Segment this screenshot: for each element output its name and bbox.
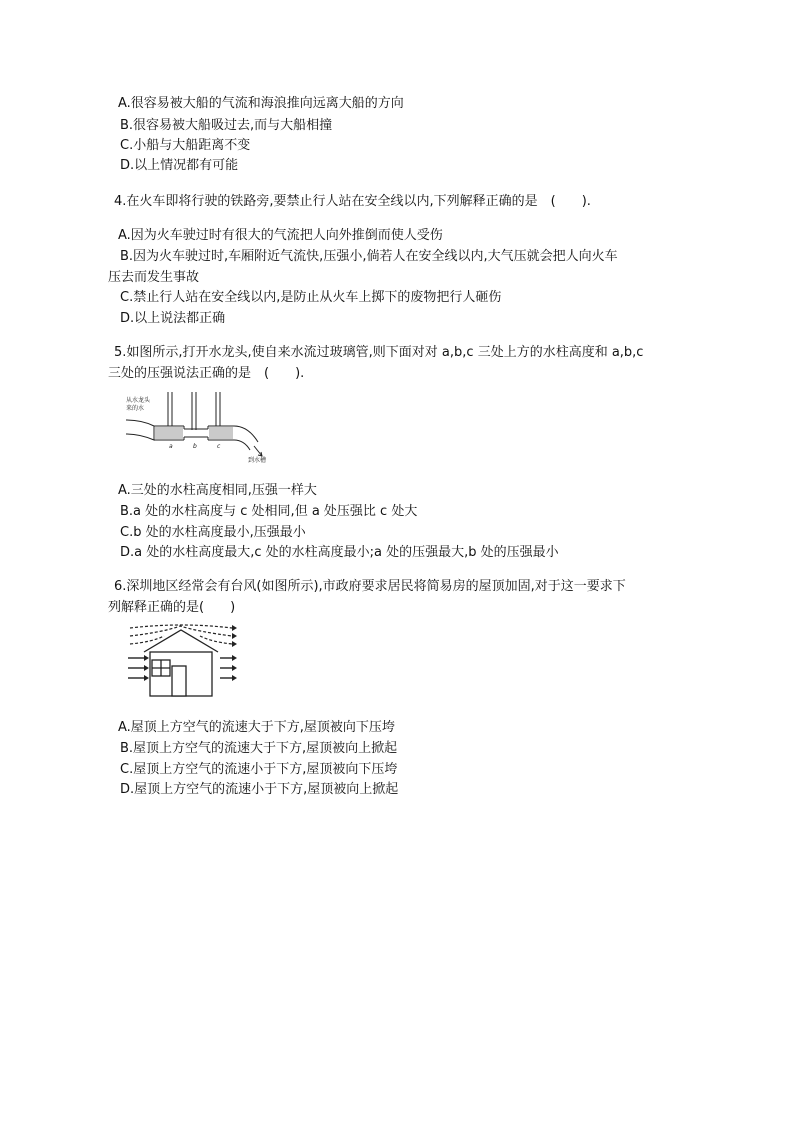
- label-a: a: [169, 443, 173, 450]
- q6-option-d: D.屋顶上方空气的流速小于下方,屋顶被向上掀起: [120, 782, 399, 797]
- label-source-2: 来的水: [126, 405, 145, 412]
- q4-option-c: C.禁止行人站在安全线以内,是防止从火车上掷下的废物把行人砸伤: [120, 290, 502, 305]
- label-source-1: 从水龙头: [126, 397, 151, 404]
- typhoon-house-figure: [124, 620, 240, 700]
- q6-option-c: C.屋顶上方空气的流速小于下方,屋顶被向下压垮: [120, 762, 398, 777]
- q3-option-c: C.小船与大船距离不变: [120, 138, 251, 153]
- q4-option-a: A.因为火车驶过时有很大的气流把人向外推倒而使人受伤: [118, 228, 443, 243]
- q5-stem-line2: 三处的压强说法正确的是 ( ).: [108, 366, 305, 381]
- wind-arrowheads-upper: [232, 625, 237, 647]
- vertical-tubes: [168, 392, 220, 430]
- q5-option-d: D.a 处的水柱高度最大,c 处的水柱高度最小;a 处的压强最大,b 处的压强最小: [120, 545, 559, 560]
- q3-option-a: A.很容易被大船的气流和海浪推向远离大船的方向: [118, 96, 404, 111]
- glass-tube-figure: [124, 390, 272, 464]
- q6-stem-line2: 列解释正确的是( ): [108, 600, 236, 615]
- q5-option-b: B.a 处的水柱高度与 c 处相同,但 a 处压强比 c 处大: [120, 504, 418, 519]
- q6-option-a: A.屋顶上方空气的流速大于下方,屋顶被向下压垮: [118, 720, 395, 735]
- q4-option-b-cont: 压去而发生事故: [108, 270, 200, 285]
- q3-option-b: B.很容易被大船吸过去,而与大船相撞: [120, 118, 333, 133]
- label-c: c: [217, 443, 221, 450]
- q4-stem: 4.在火车即将行驶的铁路旁,要禁止行人站在安全线以内,下列解释正确的是 ( ).: [114, 194, 591, 209]
- q4-option-d: D.以上说法都正确: [120, 311, 226, 326]
- q5-option-a: A.三处的水柱高度相同,压强一样大: [118, 483, 317, 498]
- q4-option-b: B.因为火车驶过时,车厢附近气流快,压强小,倘若人在安全线以内,大气压就会把人向火车: [120, 249, 618, 264]
- q5-stem-line1: 5.如图所示,打开水龙头,使自来水流过玻璃管,则下面对对 a,b,c 三处上方的水柱高度和 a,b,c: [114, 345, 644, 360]
- q6-stem-line1: 6.深圳地区经常会有台风(如图所示),市政府要求居民将简易房的屋顶加固,对于这一要求下: [114, 579, 626, 594]
- q3-option-d: D.以上情况都有可能: [120, 158, 239, 173]
- q6-option-b: B.屋顶上方空气的流速大于下方,屋顶被向上掀起: [120, 741, 398, 756]
- q5-option-c: C.b 处的水柱高度最小,压强最小: [120, 525, 306, 540]
- label-drain: 到水槽: [248, 457, 267, 464]
- label-b: b: [193, 443, 197, 450]
- drain-arrow: [254, 446, 262, 456]
